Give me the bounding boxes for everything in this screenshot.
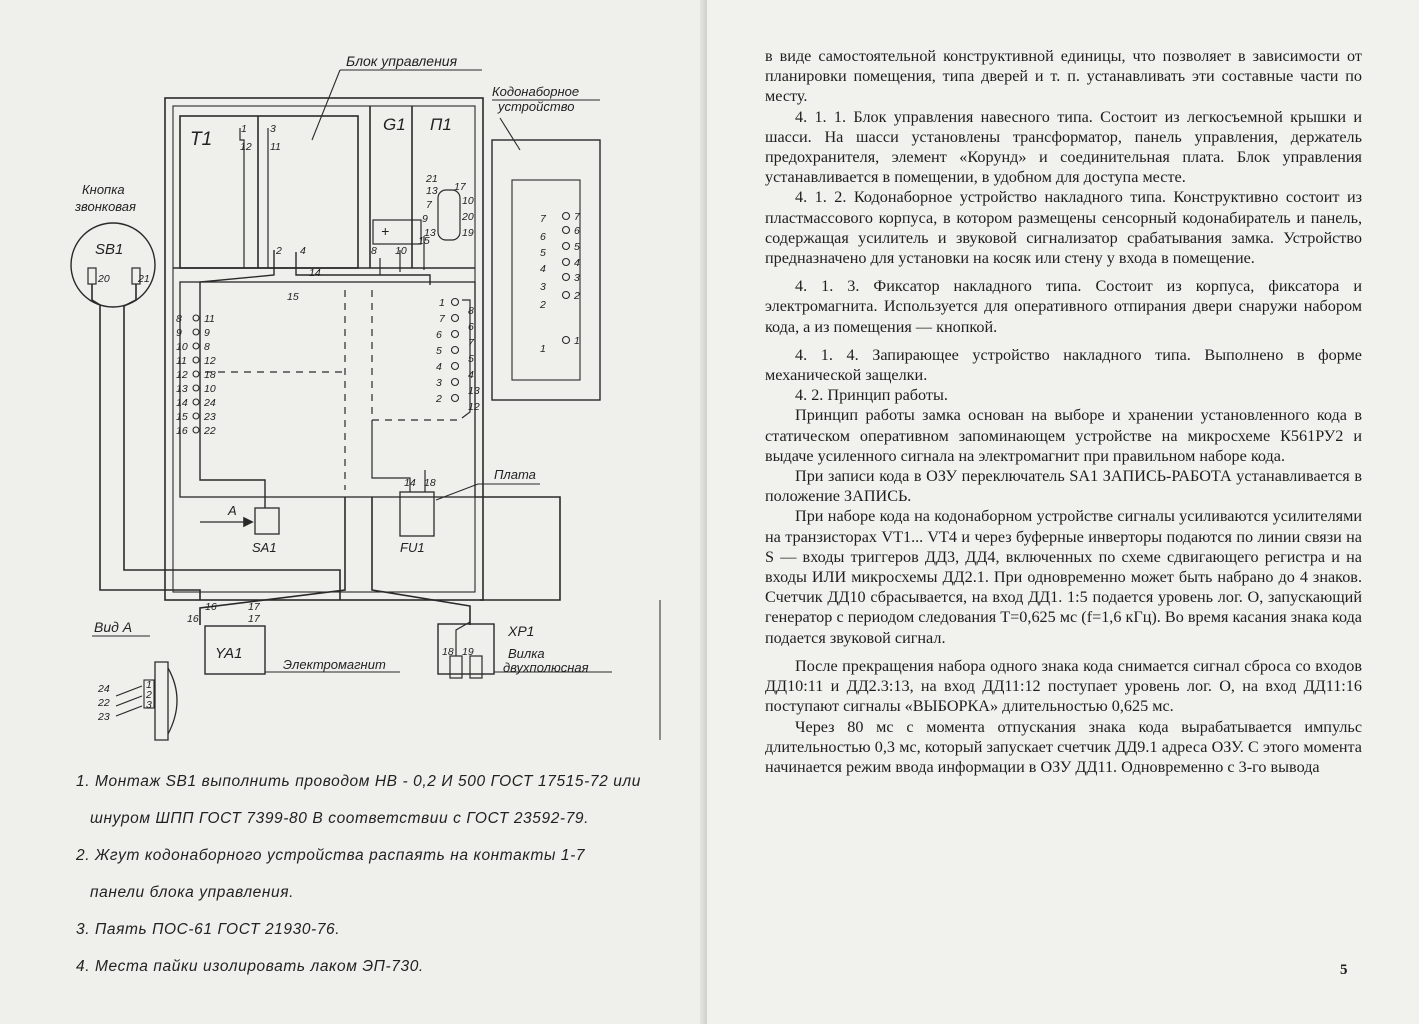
ya1-label: YA1 <box>215 645 243 662</box>
svg-text:17: 17 <box>454 181 466 193</box>
svg-text:3: 3 <box>436 377 442 389</box>
svg-text:13: 13 <box>426 185 438 197</box>
svg-text:3: 3 <box>146 699 152 711</box>
t1-label: T1 <box>190 129 213 150</box>
svg-text:16: 16 <box>176 425 188 437</box>
heading-42: 4. 2. Принцип работы. <box>795 386 948 405</box>
paragraph-write: При записи кода в ОЗУ переключатель SA1 ЗАПИСЬ-РАБОТА устанавливается в положение ЗАПИСЬ. <box>765 467 1362 506</box>
svg-text:1: 1 <box>146 679 152 691</box>
svg-text:6: 6 <box>468 321 474 333</box>
svg-text:23: 23 <box>204 411 216 423</box>
svg-text:12: 12 <box>204 355 216 367</box>
svg-text:4: 4 <box>574 257 580 269</box>
svg-text:21: 21 <box>138 273 150 285</box>
codepad-title-line1: Кодонаборное <box>492 84 580 99</box>
svg-text:1: 1 <box>439 297 445 309</box>
svg-text:12: 12 <box>468 401 480 413</box>
note-line-3: 2. Жгут кодонаборного устройства распаять на контакты 1-7 <box>76 847 586 864</box>
svg-text:5: 5 <box>436 345 442 357</box>
svg-text:9: 9 <box>176 327 182 339</box>
svg-text:19: 19 <box>462 227 474 239</box>
svg-text:1: 1 <box>540 343 546 355</box>
assembly-notes <box>76 763 676 985</box>
body-text <box>765 46 1362 777</box>
svg-text:5: 5 <box>540 247 546 259</box>
button-sb1 <box>71 223 155 307</box>
svg-text:13: 13 <box>468 385 480 397</box>
magnet-label: Электромагнит <box>283 657 386 672</box>
svg-text:11: 11 <box>204 313 215 325</box>
svg-text:2: 2 <box>540 299 546 311</box>
svg-text:20: 20 <box>462 211 474 223</box>
paragraph-411: 4. 1. 1. Блок управления навесного типа. Состоит из легкосъемной крышки и шасси. На шасси установлены трансформатор, панель управления, держатель предохранителя, элемент «Корунд» и соединительная плата. Блок управления устанавливается в помещении, в удобном для доступа месте. <box>765 107 1362 187</box>
svg-text:11: 11 <box>176 355 187 367</box>
block-title-label: Блок управления <box>346 53 458 69</box>
wiring-diagram <box>0 0 707 760</box>
svg-text:10: 10 <box>176 341 188 353</box>
paragraph-dial: При наборе кода на кодонаборном устройстве сигналы усиливаются усилителями на транзисторах VT1... VT4 и через буферные инверторы подаются по линии связи на S — входы триггеров ДД3, ДД4, включенных по схеме сдвигающего регистра и на входы ИЛИ микросхемы ДД2.1. При одновременно может быть набрано до 4 знаков. Счетчик ДД10 сбрасывается, на вход ДД1. 1:5 подается уровень лог. О, запускающий генератор с периодом следования T=0,625 мс (f=1,6 кГц). Во время касания знака кода подается звуковой сигнал. <box>765 507 1362 647</box>
note-line-6: 4. Места пайки изолировать лаком ЭП-730. <box>76 958 424 975</box>
svg-text:6: 6 <box>436 329 442 341</box>
svg-text:4: 4 <box>468 369 474 381</box>
plate-label: Плата <box>494 467 536 482</box>
note-line-4: панели блока управления. <box>90 884 295 901</box>
svg-text:14: 14 <box>176 397 188 409</box>
plate-frame <box>180 282 475 497</box>
svg-text:9: 9 <box>204 327 210 339</box>
paragraph-413: 4. 1. 3. Фиксатор накладного типа. Состоит из корпуса, фиксатора и электромагнита. Используется для оперативного отпирания двери снаружи набором кода, а из помещения — кнопкой. <box>765 277 1362 336</box>
svg-text:19: 19 <box>462 646 474 658</box>
svg-text:3: 3 <box>270 123 276 135</box>
paragraph-414: 4. 1. 4. Запирающее устройство накладного типа. Выполнено в форме механической защелки. <box>765 345 1362 385</box>
svg-text:8: 8 <box>176 313 182 325</box>
svg-text:4: 4 <box>540 263 546 275</box>
switch-sa1 <box>255 508 279 534</box>
svg-text:15: 15 <box>287 291 299 303</box>
svg-text:7: 7 <box>540 213 546 225</box>
plug-title-line1: Вилка <box>508 646 545 661</box>
svg-text:6: 6 <box>574 225 580 237</box>
svg-text:24: 24 <box>204 397 216 409</box>
left-page <box>0 0 707 1024</box>
paragraph-after: После прекращения набора одного знака кода снимается сигнал сброса со входов ДД10:11 и ДД2.3:13, на вход ДД11:12 поступает уровень лог. О, на вход ДД11:16 поступают сигналы «ВЫБОРКА» длительностью 0,625 мс. <box>765 656 1362 716</box>
svg-text:13: 13 <box>176 383 188 395</box>
button-title-line1: Кнопка <box>82 182 125 197</box>
svg-text:22: 22 <box>204 425 216 437</box>
svg-text:15: 15 <box>418 235 430 247</box>
svg-text:3: 3 <box>540 281 546 293</box>
paragraph-principle: Принцип работы замка основан на выборе и хранении установленного кода в статическом оперативном запоминающем устройстве на микросхеме К561РУ2 и выдаче усиленного сигнала на электромагнит при правильном наборе кода. <box>765 406 1362 465</box>
svg-text:4: 4 <box>436 361 442 373</box>
plug-title-line2: двухполюсная <box>503 660 589 675</box>
svg-text:1: 1 <box>574 335 580 347</box>
svg-text:22: 22 <box>98 697 110 709</box>
svg-text:7: 7 <box>439 313 445 325</box>
svg-text:16: 16 <box>187 613 199 625</box>
svg-text:12: 12 <box>240 141 252 153</box>
svg-text:14: 14 <box>404 477 416 489</box>
svg-text:6: 6 <box>540 231 546 243</box>
fu1-label: FU1 <box>400 540 425 555</box>
svg-text:5: 5 <box>468 353 474 365</box>
paragraph-1: в виде самостоятельной конструктивной единицы, что позволяет в зависимости от планировки помещения, типа дверей и т. п. устанавливать эти составные части по месту. <box>765 47 1362 106</box>
svg-text:1: 1 <box>241 123 247 135</box>
svg-text:10: 10 <box>395 245 407 257</box>
svg-text:13: 13 <box>424 227 436 239</box>
svg-text:17: 17 <box>248 613 260 625</box>
svg-text:18: 18 <box>204 369 216 381</box>
g1-label: G1 <box>383 115 406 134</box>
fuse-fu1 <box>400 492 434 536</box>
view-a-label: Вид А <box>94 619 133 635</box>
button-title-line2: звонковая <box>75 199 136 214</box>
svg-text:2: 2 <box>276 245 282 257</box>
svg-text:2: 2 <box>436 393 442 405</box>
svg-text:2: 2 <box>146 689 152 701</box>
p1-label: П1 <box>430 115 452 134</box>
svg-text:18: 18 <box>442 646 454 658</box>
svg-text:8: 8 <box>204 341 210 353</box>
svg-text:3: 3 <box>574 272 580 284</box>
svg-text:15: 15 <box>176 411 188 423</box>
svg-text:9: 9 <box>422 213 428 225</box>
svg-text:24: 24 <box>98 683 110 695</box>
svg-text:23: 23 <box>98 711 110 723</box>
svg-text:21: 21 <box>426 173 438 185</box>
svg-text:8: 8 <box>468 305 474 317</box>
svg-text:7: 7 <box>468 337 474 349</box>
svg-text:8: 8 <box>371 245 377 257</box>
paragraph-80ms: Через 80 мс с момента отпускания знака кода вырабатывается импульс длительностью 0,3 мс, который запускает счетчик ДД9.1 адреса ОЗУ. С этого момента начинается режим ввода информации в ОЗУ ДД11. Одновременно с 3-го вывода <box>765 717 1362 776</box>
note-line-1: 1. Монтаж SB1 выполнить проводом НВ - 0,2 И 500 ГОСТ 17515-72 или <box>76 773 641 790</box>
arrow-a-label: А <box>228 503 237 518</box>
svg-text:11: 11 <box>270 141 281 153</box>
svg-text:12: 12 <box>176 369 188 381</box>
svg-text:16: 16 <box>205 601 217 613</box>
svg-text:20: 20 <box>98 273 110 285</box>
page-number: 5 <box>1340 962 1348 978</box>
xp1-label: XP1 <box>508 623 535 639</box>
svg-text:4: 4 <box>300 245 306 257</box>
right-page <box>707 0 1419 1024</box>
svg-text:7: 7 <box>574 211 580 223</box>
svg-text:10: 10 <box>204 383 216 395</box>
svg-text:7: 7 <box>426 199 432 211</box>
svg-text:17: 17 <box>248 601 260 613</box>
plus-label: + <box>381 223 390 239</box>
svg-text:14: 14 <box>309 267 321 279</box>
note-line-2: шнуром ШПП ГОСТ 7399-80 В соответствии с ГОСТ 23592-79. <box>90 810 590 827</box>
svg-text:2: 2 <box>574 290 580 302</box>
svg-text:10: 10 <box>462 195 474 207</box>
codepad-title-line2: устройство <box>498 99 575 114</box>
sb1-label: SB1 <box>95 241 124 258</box>
codepad-frame <box>492 140 600 400</box>
sa1-label: SA1 <box>252 540 277 555</box>
svg-text:5: 5 <box>574 241 580 253</box>
note-line-5: 3. Паять ПОС-61 ГОСТ 21930-76. <box>76 921 341 938</box>
paragraph-412: 4. 1. 2. Кодонаборное устройство накладного типа. Конструктивно состоит из пластмассового корпуса, в котором размещены сенсорный кодонабиратель и панель, содержащая усилитель и звуковой сигнализатор срабатывания замка. Устройство предназначено для установки на косяк или стену у входа в помещение. <box>765 188 1362 268</box>
svg-text:18: 18 <box>424 477 436 489</box>
